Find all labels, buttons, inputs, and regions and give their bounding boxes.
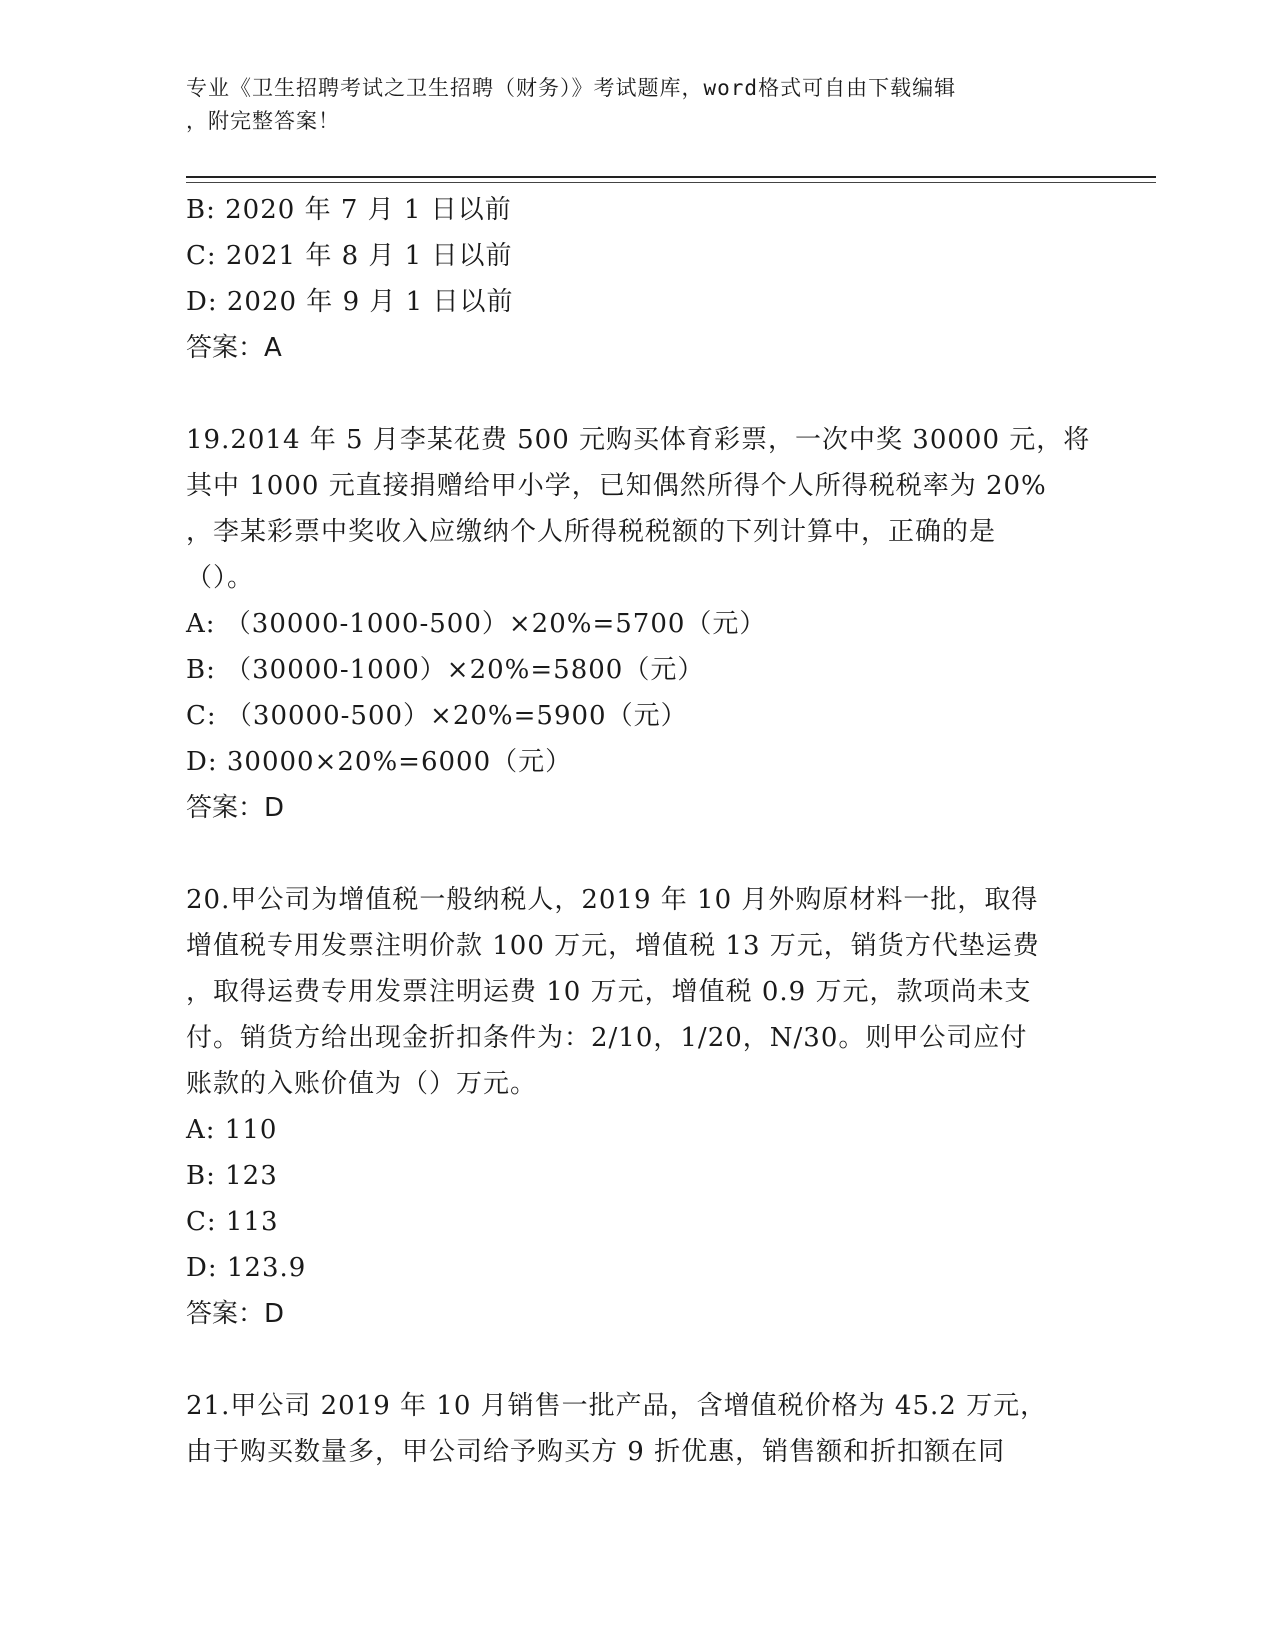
q19-option-c: C: （30000-500）×20%=5900（元） xyxy=(186,701,688,731)
q20-option-a: A: 110 xyxy=(186,1115,278,1145)
header-line-1: 专业《卫生招聘考试之卫生招聘（财务）》考试题库，word格式可自由下载编辑 xyxy=(186,76,957,100)
spacer xyxy=(186,371,1086,417)
q18-option-c: C: 2021 年 8 月 1 日以前 xyxy=(186,241,513,271)
header-line-2: ，附完整答案！ xyxy=(186,109,340,133)
spacer xyxy=(186,1337,1086,1383)
document-body xyxy=(186,187,1091,1475)
q20-option-b: B: 123 xyxy=(186,1161,278,1191)
q20-stem-line: ，取得运费专用发票注明运费 10 万元，增值税 0.9 万元，款项尚未支 xyxy=(186,977,1032,1007)
q20-option-d: D: 123.9 xyxy=(186,1253,307,1283)
q19-option-d: D: 30000×20%=6000（元） xyxy=(186,747,573,777)
q21-stem-line: 21.甲公司 2019 年 10 月销售一批产品，含增值税价格为 45.2 万元， xyxy=(186,1391,1048,1421)
q18-option-d: D: 2020 年 9 月 1 日以前 xyxy=(186,287,514,317)
q19-stem-line: 19.2014 年 5 月李某花费 500 元购买体育彩票，一次中奖 30000 元，将 xyxy=(186,425,1091,455)
q19-option-b: B: （30000-1000）×20%=5800（元） xyxy=(186,655,705,685)
q19-stem-line: ，李某彩票中奖收入应缴纳个人所得税税额的下列计算中，正确的是 xyxy=(186,517,997,547)
q20-stem-line: 账款的入账价值为（）万元。 xyxy=(186,1069,538,1099)
q21-stem-line: 由于购买数量多，甲公司给予购买方 9 折优惠，销售额和折扣额在同 xyxy=(186,1437,1006,1467)
document-header xyxy=(186,72,1066,138)
q18-answer: 答案：A xyxy=(186,333,282,363)
question-20 xyxy=(186,877,1086,1337)
q20-stem-line: 付。销货方给出现金折扣条件为：2/10，1/20，N/30。则甲公司应付 xyxy=(186,1023,1028,1053)
question-21 xyxy=(186,1383,1086,1475)
question-19 xyxy=(186,417,1091,831)
q19-option-a: A: （30000-1000-500）×20%=5700（元） xyxy=(186,609,767,639)
header-divider-thin xyxy=(186,182,1156,183)
q18-option-b: B: 2020 年 7 月 1 日以前 xyxy=(186,195,512,225)
q20-answer: 答案：D xyxy=(186,1299,285,1329)
q20-stem-line: 20.甲公司为增值税一般纳税人，2019 年 10 月外购原材料一批，取得 xyxy=(186,885,1039,915)
question-18-tail xyxy=(186,187,1086,371)
q19-answer: 答案：D xyxy=(186,793,285,823)
q19-stem-line: （）。 xyxy=(186,563,255,593)
q20-option-c: C: 113 xyxy=(186,1207,279,1237)
header-divider-thick xyxy=(186,176,1156,178)
spacer xyxy=(186,831,1086,877)
q19-stem-line: 其中 1000 元直接捐赠给甲小学，已知偶然所得个人所得税税率为 20% xyxy=(186,471,1047,501)
q20-stem-line: 增值税专用发票注明价款 100 万元，增值税 13 万元，销货方代垫运费 xyxy=(186,931,1040,961)
